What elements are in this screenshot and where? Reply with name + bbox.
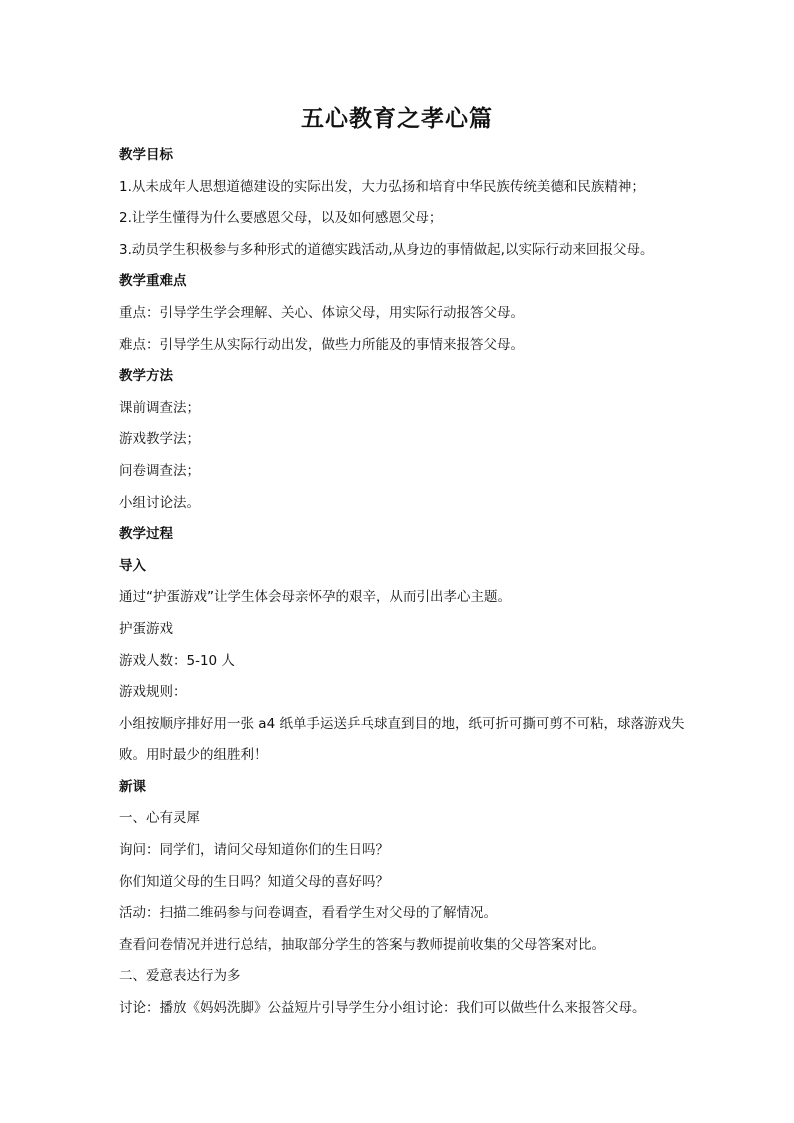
new-lesson-item: 询问：同学们，请问父母知道你们的生日吗？ [119, 842, 389, 859]
new-lesson-item: 二、爱意表达行为多 [119, 968, 241, 985]
subsection-heading-new-lesson: 新课 [119, 778, 146, 795]
document-title: 五心教育之孝心篇 [301, 106, 493, 132]
new-lesson-item: 一、心有灵犀 [119, 810, 200, 827]
key-point-item: 难点：引导学生从实际行动出发，做些力所能及的事情来报答父母。 [119, 336, 524, 353]
section-heading-key-points: 教学重难点 [119, 273, 187, 290]
key-point-item: 重点：引导学生学会理解、关心、体谅父母，用实际行动报答父母。 [119, 304, 524, 321]
intro-item: 通过“护蛋游戏”让学生体会母亲怀孕的艰辛，从而引出孝心主题。 [119, 589, 511, 606]
objective-item: 3.动员学生积极参与多种形式的道德实践活动,从身边的事情做起,以实际行动来回报父母。 [119, 241, 654, 258]
method-item: 小组讨论法。 [119, 494, 200, 511]
new-lesson-item: 讨论：播放《妈妈洗脚》公益短片引导学生分小组讨论：我们可以做些什么来报答父母。 [119, 1000, 646, 1017]
new-lesson-item: 活动：扫描二维码参与问卷调查，看看学生对父母的了解情况。 [119, 905, 497, 922]
method-item: 课前调查法； [119, 399, 200, 416]
intro-item: 游戏规则： [119, 684, 187, 701]
section-heading-methods: 教学方法 [119, 368, 173, 385]
new-lesson-item: 你们知道父母的生日吗？知道父母的喜好吗？ [119, 873, 389, 890]
section-heading-objectives: 教学目标 [119, 147, 173, 163]
objective-item: 1.从未成年人思想道德建设的实际出发，大力弘扬和培育中华民族传统美德和民族精神； [119, 178, 645, 195]
new-lesson-item: 查看问卷情况并进行总结，抽取部分学生的答案与教师提前收集的父母答案对比。 [119, 936, 605, 953]
intro-item: 游戏人数：5-10 人 [119, 652, 235, 669]
intro-item-game-rules: 小组按顺序排好用一张 a4 纸单手运送乒乓球直到目的地，纸可折可撕可剪不可粘，球落游戏失败。用时最少的组胜利！ [119, 715, 685, 764]
method-item: 游戏教学法； [119, 431, 200, 448]
intro-item: 护蛋游戏 [119, 620, 173, 637]
document-body [119, 140, 689, 1025]
section-heading-process: 教学过程 [119, 526, 173, 543]
subsection-heading-intro: 导入 [119, 557, 146, 574]
objective-item: 2.让学生懂得为什么要感恩父母，以及如何感恩父母； [119, 210, 443, 227]
method-item: 问卷调查法； [119, 462, 200, 479]
